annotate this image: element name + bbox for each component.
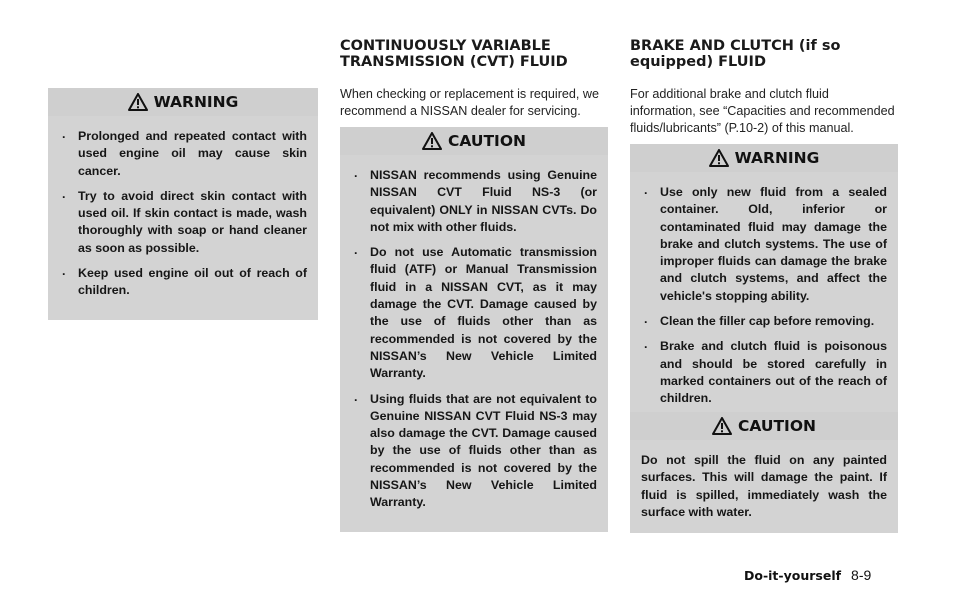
cvt-intro-text: When checking or replacement is required, we recommend a NISSAN dealer for servicing. [340, 87, 599, 118]
warning-box-used-oil [48, 88, 318, 320]
warning-list [641, 184, 887, 408]
caution-list [351, 167, 597, 512]
caution-box-header [340, 127, 608, 155]
brake-clutch-fluid-heading: BRAKE AND CLUTCH (if so equipped) FLUID [630, 38, 841, 70]
warning-item: . Keep used engine oil out of reach of children. [59, 265, 307, 300]
caution-title: CAUTION [448, 132, 526, 150]
warning-triangle-icon [709, 149, 729, 167]
warning-item: . Prolonged and repeated contact with used engine oil may cause skin cancer. [59, 128, 307, 180]
warning-box-brake [630, 144, 898, 428]
warning-item: . Brake and clutch fluid is poisonous and should be stored carefully in marked containers out of the reach of children. [641, 338, 887, 407]
caution-box-header [630, 412, 898, 440]
warning-title: WARNING [734, 149, 820, 167]
warning-box-header [630, 144, 898, 172]
page-number: 8-9 [851, 567, 872, 583]
warning-triangle-icon [128, 93, 148, 111]
cvt-fluid-heading: CONTINUOUSLY VARIABLE TRANSMISSION (CVT) FLUID [340, 38, 568, 70]
warning-box-header [48, 88, 318, 116]
warning-item: . Clean the filler cap before removing. [641, 313, 887, 330]
caution-item: . NISSAN recommends using Genuine NISSAN CVT Fluid NS-3 (or equivalent) ONLY in NISSAN CVTs. Do not mix with other fluids. [351, 167, 597, 236]
brake-intro-text: For additional brake and clutch fluid information, see “Capacities and recommended fluids/lubricants” (P.10-2) of this manual. [630, 87, 895, 135]
footer-section-name: Do-it-yourself [744, 568, 842, 583]
caution-item: . Using fluids that are not equivalent to Genuine NISSAN CVT Fluid NS-3 may also damage the CVT. Damage caused by the use of fluids other than as recommended is not covered by the NISSAN’s New Vehicle Limited Warranty. [351, 391, 597, 512]
caution-triangle-icon [712, 417, 732, 435]
caution-item: . Do not use Automatic transmission fluid (ATF) or Manual Transmission fluid in a NISSAN CVT, as it may damage the CVT. Damage caused by the use of fluids other than as recommended is not covered by the NISSAN’s New Vehicle Limited Warranty. [351, 244, 597, 382]
caution-text: Do not spill the fluid on any painted surfaces. This will damage the paint. If fluid is spilled, immediately wash the surface with water. [641, 453, 887, 519]
warning-list [59, 128, 307, 300]
warning-title: WARNING [153, 93, 239, 111]
warning-item: . Try to avoid direct skin contact with used oil. If skin contact is made, wash thoroughly with soap or hand cleaner as soon as possible. [59, 188, 307, 257]
caution-triangle-icon [422, 132, 442, 150]
warning-item: . Use only new fluid from a sealed container. Old, inferior or contaminated fluid may damage the brake and clutch systems. The use of improper fluids can damage the brake and clutch systems, and affect the vehicle's stopping ability. [641, 184, 887, 305]
caution-box-cvt [340, 127, 608, 532]
caution-title: CAUTION [738, 417, 816, 435]
page-footer [744, 567, 871, 583]
caution-box-brake [630, 412, 898, 533]
